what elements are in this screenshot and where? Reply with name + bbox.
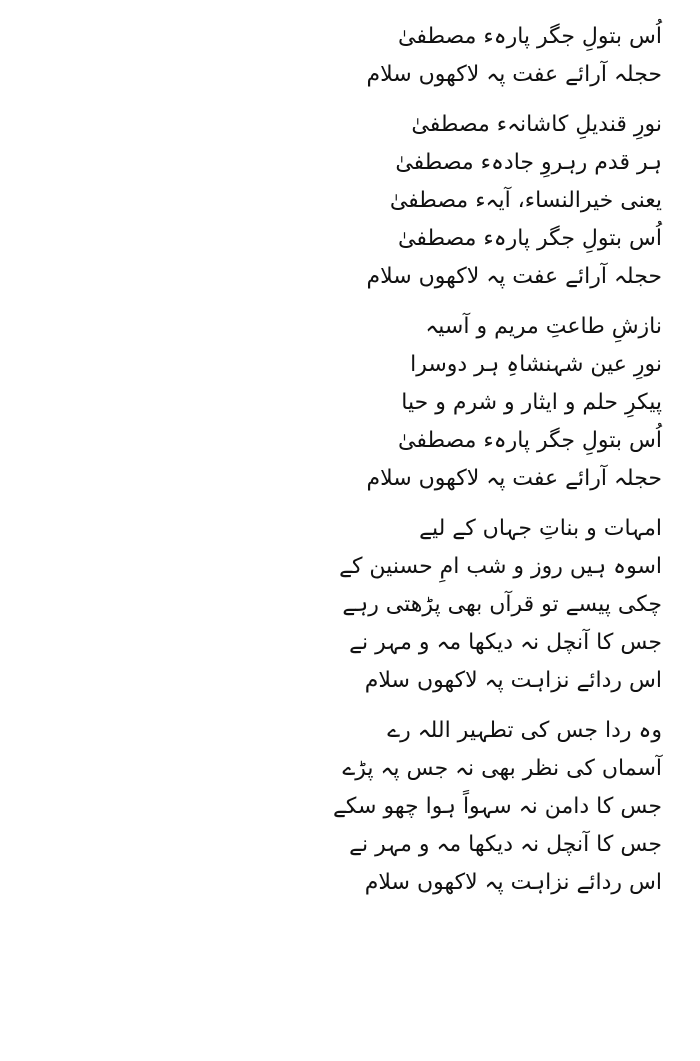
stanza-3 — [62, 308, 662, 498]
poem-line: اُس بتولِ جگر پارہء مصطفیٰ — [398, 24, 662, 49]
poem-line: ہر قدم رہروِ جادہء مصطفیٰ — [395, 150, 662, 175]
poem-line: اُس بتولِ جگر پارہء مصطفیٰ — [398, 226, 662, 251]
poem-line: نورِ عین شہنشاہِ ہر دوسرا — [410, 352, 662, 377]
poem-line: یعنی خیرالنساء، آیہء مصطفیٰ — [389, 188, 662, 213]
poem-line: آسماں کی نظر بھی نہ جس پہ پڑے — [342, 756, 662, 781]
poem-line: پیکرِ حلم و ایثار و شرم و حیا — [401, 390, 662, 415]
poem-line: نورِ قندیلِ کاشانہء مصطفیٰ — [411, 112, 662, 137]
stanza-1 — [62, 18, 662, 94]
stanza-4 — [62, 510, 662, 700]
poem-line: اسوہ ہیں روز و شب امِ حسنین کے — [339, 554, 662, 579]
poem-line: جس کا آنچل نہ دیکھا مہ و مہر نے — [349, 630, 662, 655]
poem-line: حجلہ آرائے عفت پہ لاکھوں سلام — [366, 62, 662, 87]
poem — [62, 18, 662, 914]
poem-line: اس ردائے نزاہت پہ لاکھوں سلام — [364, 668, 662, 693]
poem-line: اس ردائے نزاہت پہ لاکھوں سلام — [364, 870, 662, 895]
poem-line: حجلہ آرائے عفت پہ لاکھوں سلام — [366, 264, 662, 289]
poem-line: اُس بتولِ جگر پارہء مصطفیٰ — [398, 428, 662, 453]
poem-line: جس کا آنچل نہ دیکھا مہ و مہر نے — [349, 832, 662, 857]
poem-line: امہات و بناتِ جہاں کے لیے — [419, 516, 662, 541]
poem-line: حجلہ آرائے عفت پہ لاکھوں سلام — [366, 466, 662, 491]
poem-line: چکی پیسے تو قرآں بھی پڑھتی رہے — [342, 592, 662, 617]
stanza-2 — [62, 106, 662, 296]
poem-line: نازشِ طاعتِ مریم و آسیہ — [425, 314, 662, 339]
poem-line: جس کا دامن نہ سہواً ہوا چھو سکے — [333, 794, 662, 819]
stanza-5 — [62, 712, 662, 902]
poem-line: وہ ردا جس کی تطہیر اللہ رے — [387, 718, 662, 743]
